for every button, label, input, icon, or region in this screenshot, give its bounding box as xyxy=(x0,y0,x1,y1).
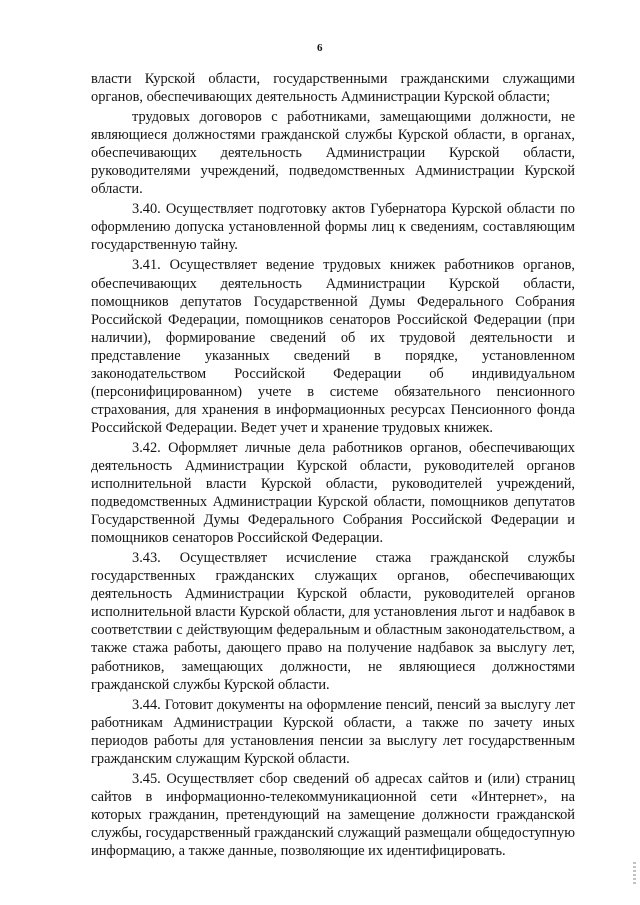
paragraph-3-40: 3.40. Осуществляет подготовку актов Губернатора Курской области по оформлению допуска установленной формы лиц к сведениям, составляющим государственную тайну. xyxy=(91,201,575,254)
scan-edge-mark xyxy=(633,862,636,884)
page-number: 6 xyxy=(317,42,323,54)
paragraph-3-41: 3.41. Осуществляет ведение трудовых книжек работников органов, обеспечивающих деятельность Администрации Курской области, помощников депутатов Государственной Думы Федерального Собрания Российской Федерации, помощников сенаторов Российской Федерации (при наличии), формирование сведений об их трудовой деятельности и представление указанных сведений в порядке, установленном законодательством Российской Федерации об индивидуальном (персонифицированном) учете в системе обязательного пенсионного страхования, для хранения в информационных ресурсах Пенсионного фонда Российской Федерации. Ведет учет и хранение трудовых книжек. xyxy=(91,257,575,436)
paragraph-3-42: 3.42. Оформляет личные дела работников органов, обеспечивающих деятельность Администрации Курской области, руководителей органов исполнительной власти Курской области, руководителей учреждений, подведомственных Администрации Курской области, помощников депутатов Государственной Думы Федерального Собрания Российской Федерации и помощников сенаторов Российской Федерации. xyxy=(91,439,575,547)
paragraph-3-44: 3.44. Готовит документы на оформление пенсий, пенсий за выслугу лет работникам Администрации Курской области, а также по зачету иных периодов работы для установления пенсии за выслугу лет государственным гражданским служащим Курской области. xyxy=(91,696,575,767)
paragraph-labor-contracts: трудовых договоров с работниками, замещающими должности, не являющиеся должностями гражданской службы Курской области, в органах, обеспечивающих деятельность Администрации Курской области, руководителями учреждений, подведомственных Администрации Курской области. xyxy=(91,109,575,198)
paragraph-3-43: 3.43. Осуществляет исчисление стажа гражданской службы государственных гражданских служащих органов, обеспечивающих деятельность Администрации Курской области, руководителей органов исполнительной власти Курской области, для установления льгот и надбавок в соответствии с действующим федеральным и областным законодательством, а также стажа работы, дающего право на получение надбавок за выслугу лет, работников, замещающих должности, не являющиеся должностями гражданской службы Курской области. xyxy=(91,550,575,693)
paragraph-3-45: 3.45. Осуществляет сбор сведений об адресах сайтов и (или) страниц сайтов в информационно-телекоммуникационной сети «Интернет», на которых гражданин, претендующий на замещение должности гражданской службы, государственный гражданский служащий размещали общедоступную информацию, а также данные, позволяющие их идентифицировать. xyxy=(91,770,575,859)
document-body xyxy=(91,70,575,862)
paragraph-continuation: власти Курской области, государственными гражданскими служащими органов, обеспечивающих деятельность Администрации Курской области; xyxy=(91,71,575,106)
